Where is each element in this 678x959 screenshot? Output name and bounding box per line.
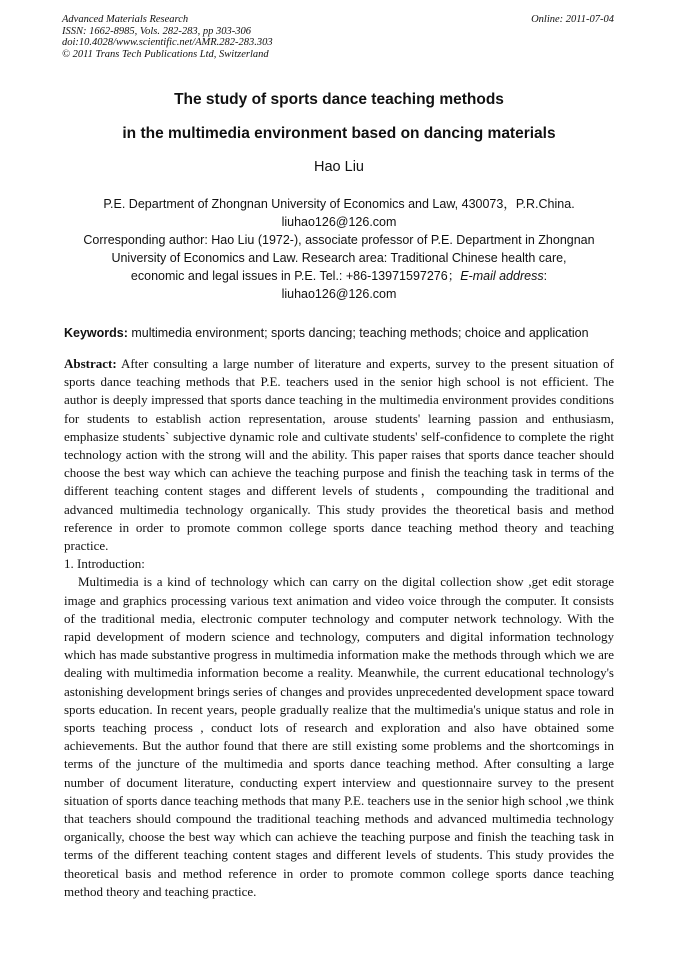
corresponding-author-line bbox=[0, 231, 678, 249]
contact-text: economic and legal issues in P.E. Tel.: +86-13971597276； bbox=[130, 269, 461, 283]
abstract-text: After consulting a large number of literature and experts, survey to the present situation of sports dance teaching methods that P.E. teachers used in the senior high school is not efficient. The author is deeply impressed that sports dance teaching in the multimedia environment provides conditions for students to establish action representation, arouse students' learning passion and enthusiasm, emphasize students` subjective dynamic role and cultivate students' self-confidence to complete the right technology action with the strong will and the ability. This paper raises that sports dance teacher should choose the best way which can achieve the teaching purpose and finish the teaching task in terms of the different teaching content stages and different levels of students，compounding the traditional and advanced multimedia technology organically. This study provides the theoretical basis and method reference in order to promote common college sports dance teaching method theory and teaching practice. bbox=[64, 356, 614, 554]
paper-title-line-2: in the multimedia environment based on dancing materials bbox=[122, 125, 556, 142]
doi-line: doi:10.4028/www.scientific.net/AMR.282-283.303 bbox=[62, 37, 273, 48]
email-address-colon: : bbox=[543, 269, 548, 283]
paper-body bbox=[64, 355, 614, 901]
journal-header bbox=[62, 14, 614, 60]
issn-line: ISSN: 1662-8985, Vols. 282-283, pp 303-306 bbox=[62, 25, 251, 37]
online-date: Online: 2011-07-04 bbox=[531, 14, 614, 25]
journal-name: Advanced Materials Research bbox=[62, 14, 189, 25]
keywords-text: multimedia environment; sports dancing; teaching methods; choice and application bbox=[127, 326, 589, 340]
contact-line bbox=[0, 267, 678, 285]
keywords bbox=[64, 326, 618, 340]
section-heading-introduction: 1. Introduction: bbox=[64, 556, 145, 572]
corresponding-email: liuhao126@126.com bbox=[281, 287, 397, 301]
copyright-line: © 2011 Trans Tech Publications Ltd, Switzerland bbox=[62, 48, 269, 60]
author-email: liuhao126@126.com bbox=[281, 215, 397, 229]
abstract bbox=[64, 355, 614, 555]
research-area-line: University of Economics and Law. Research area: Traditional Chinese health care, bbox=[111, 251, 567, 265]
abstract-label: Abstract: bbox=[64, 356, 117, 371]
author-name: Hao Liu bbox=[314, 159, 364, 175]
corresponding-author-text: Hao Liu (1972-), associate professor of P.E. Department in Zhongnan bbox=[207, 233, 595, 247]
affiliation-line: P.E. Department of Zhongnan University of Economics and Law, 430073，P.R.China. bbox=[103, 197, 575, 211]
email-address-label: E-mail address bbox=[460, 269, 544, 283]
introduction-paragraph: Multimedia is a kind of technology which can carry on the digital collection show ,get edit storage image and graphics processing various text animation and video voice through the computer. It consists of the traditional media, electronic computer technology and computer network technology. With the rapid development of modern science and technology, computers and digital information technology which has made substantive progress in multimedia information make the methods through which we are dealing with multimedia information become a reality. Meanwhile, the current educational technology's astonishing development brings series of changes and provides unprecedented development space toward sports education. In recent years, people gradually realize that the multimedia's unique status and role in sports teaching process , conduct lots of research and exploration and also have obtained some achievements. But the author found that there are still existing some problems and the shortcomings in terms of the juncture of the multimedia and sports dance teaching method. After consulting a large number of document literature, conducting expert interview and questionnaire survey to the present situation of sports dance teaching methods that many P.E. teachers use in the senior high school ,we think that teachers should compound the traditional teaching methods and advanced multimedia technology organically, choose the best way which can achieve the teaching purpose and finish the teaching task in terms of the different teaching content stages and different levels of students. This study provides the theoretical basis and method reference in order to promote common college sports dance teaching method theory and teaching practice. bbox=[64, 574, 614, 899]
paper-title-line-1: The study of sports dance teaching methods bbox=[174, 91, 504, 108]
corresponding-author-label: Corresponding author: bbox=[83, 233, 208, 247]
keywords-label: Keywords: bbox=[64, 326, 128, 340]
